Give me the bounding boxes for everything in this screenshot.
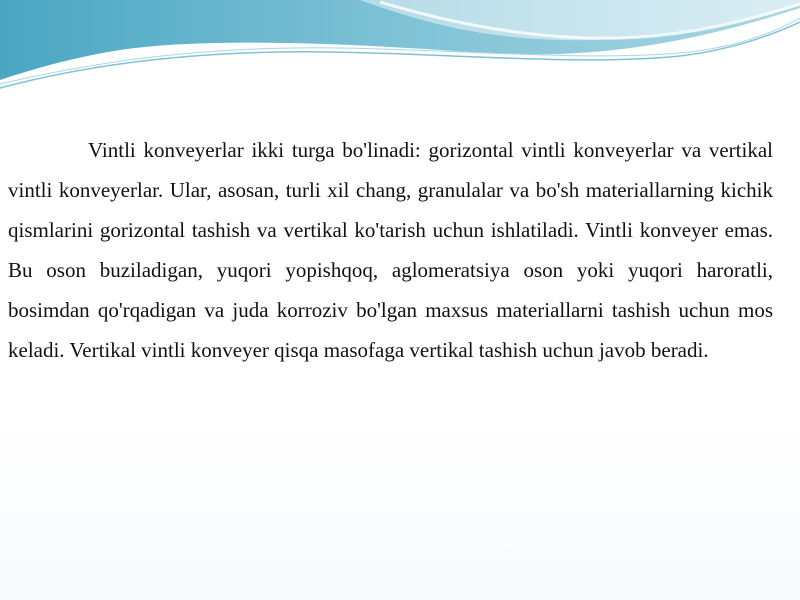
body-paragraph: Vintli konveyerlar ikki turga bo'linadi: gorizontal vintli konveyerlar va vertikal vintli konveyerlar. Ular, asosan, turli xil chang, granulalar va bo'sh materiallarning kichik qismlarini gorizontal tashish va vertikal ko'tarish uchun ishlatiladi. Vintli konveyer emas. Bu oson buziladigan, yuqori yopishqoq, aglomeratsiya oson yoki yuqori haroratli, bosimdan qo'rqadigan va juda korroziv bo'lgan maxsus materiallarni tashish uchun mos keladi. Vertikal vintli konveyer qisqa masofaga vertikal tashish uchun javob beradi. <box>8 138 773 362</box>
header-wave-decoration <box>0 0 800 110</box>
